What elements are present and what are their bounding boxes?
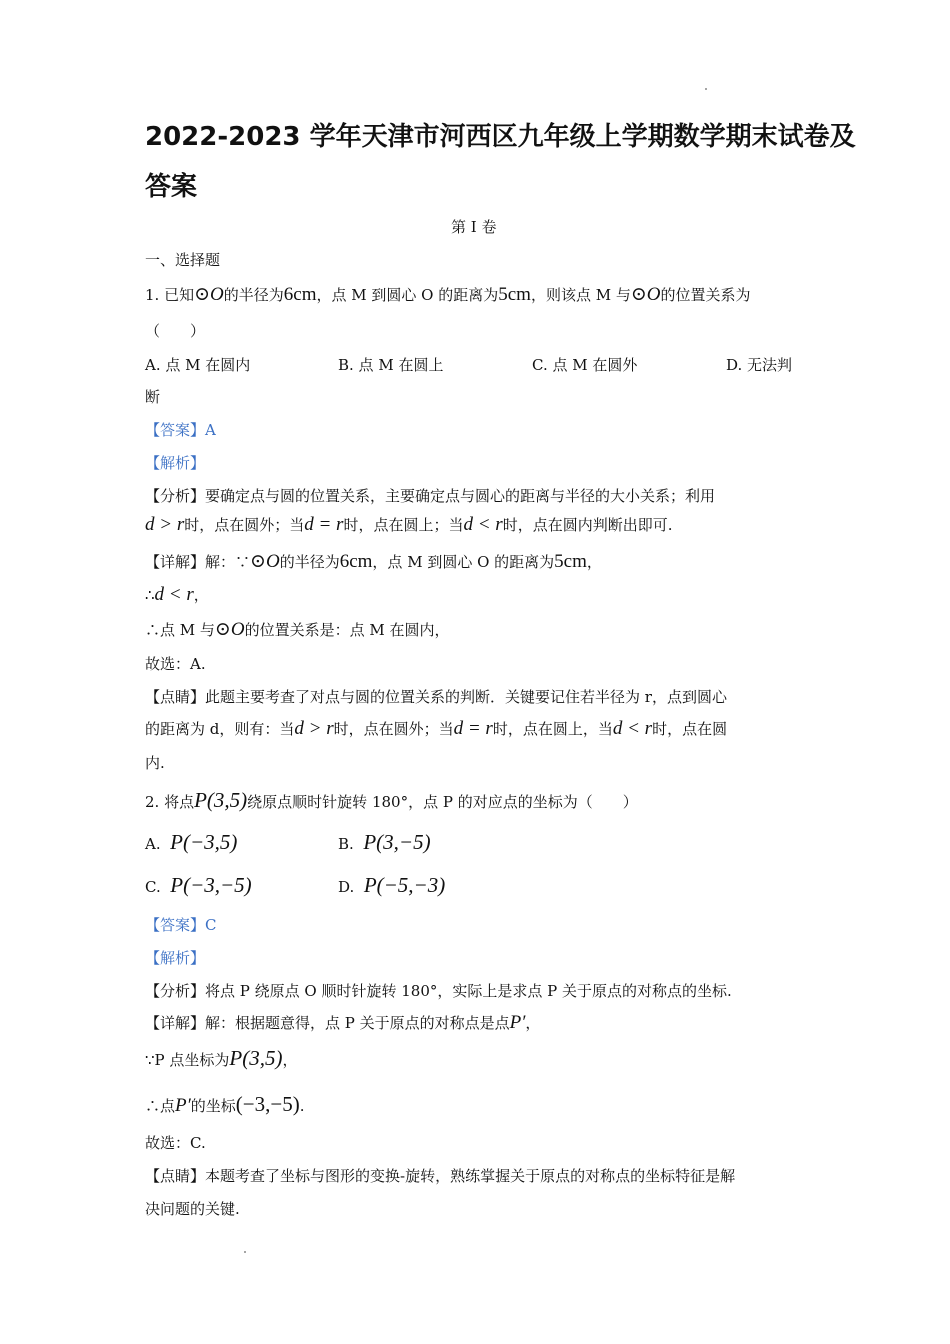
document-title-line-2: 答案: [145, 172, 198, 202]
q1-comment-a: 此题主要考查了对点与圆的位置关系的判断．关键要记住若半径为 r，点到圆心: [205, 688, 727, 706]
q1-d-lt-r: d < r: [463, 514, 503, 535]
q1-comment-b2: 时，点在圆外；当: [333, 720, 454, 738]
q1-comment-d-eq-r: d = r: [453, 718, 493, 739]
q2-therefore-end: .: [299, 1097, 305, 1115]
q2-option-a: [145, 830, 237, 855]
q2-detail: [145, 1012, 540, 1034]
q1-detail: [145, 550, 602, 573]
q1-comment-b4: 时，点在圆: [652, 720, 728, 738]
q1-option-b: B. 点 M 在圆上: [338, 356, 444, 374]
q2-value-d: P(−5,−3): [363, 873, 446, 897]
document-title-line-1: 2022-2023 学年天津市河西区九年级上学期数学期末试卷及: [145, 122, 856, 152]
q1-therefore-2-a: ∴点 M 与: [145, 621, 215, 639]
q2-label-d: D.: [338, 878, 355, 896]
q2-comment: [145, 1165, 735, 1186]
q1-stem-e: 的位置关系为: [660, 286, 751, 304]
q1-answer: 【答案】A: [145, 421, 216, 439]
q1-option-d: D. 无法判: [726, 356, 793, 374]
q1-fenxi-cont: [145, 514, 672, 536]
q2-stem-a: 2. 将点: [145, 793, 195, 811]
q1-fenxi-tag: 【分析】: [145, 487, 206, 505]
q2-analysis-tag: 【解析】: [145, 949, 206, 967]
q2-therefore-a: ∴点: [145, 1097, 176, 1115]
q1-therefore-2-circle: ⊙O: [214, 619, 245, 640]
q1-fenxi: [145, 485, 715, 506]
q1-analysis-tag: 【解析】: [145, 454, 206, 472]
page-speck-bottom: [244, 1251, 246, 1253]
q1-comment-cont: [145, 718, 727, 740]
q2-label-c: C.: [145, 878, 161, 896]
q1-detail-radius: 6cm: [339, 551, 373, 572]
q1-therefore-1-math: d < r: [154, 584, 194, 605]
q1-stem-a: 1. 已知: [145, 286, 195, 304]
q1-detail-a: 解：∵: [205, 553, 251, 571]
q1-circle-o-2: ⊙O: [630, 284, 661, 305]
q1-therefore-1: [145, 584, 209, 606]
q1-stem: [145, 283, 751, 306]
q1-fenxi-t1: 时，点在圆外；当: [184, 516, 305, 534]
q2-therefore-math: (−3,−5): [235, 1092, 300, 1116]
q1-comment-tag: 【点睛】: [145, 688, 206, 706]
section-heading: 一、选择题: [145, 251, 221, 269]
q1-stem-c: ，点 M 到圆心 O 的距离为: [316, 286, 499, 304]
q1-therefore-1-sym: ∴: [145, 586, 155, 604]
q1-comment-b3: 时，点在圆上，当: [492, 720, 613, 738]
q1-d-gt-r: d > r: [145, 514, 185, 535]
q2-comment-tag: 【点睛】: [145, 1167, 206, 1185]
q1-comment-b1: 的距离为 d，则有：当: [145, 720, 295, 738]
q2-fenxi-tag: 【分析】: [145, 982, 206, 1000]
q1-detail-distance: 5cm: [554, 551, 587, 572]
q1-stem-b: 的半径为: [223, 286, 284, 304]
q1-therefore-2-b: 的位置关系是：点 M 在圆内，: [244, 621, 450, 639]
q2-option-b: [338, 830, 431, 855]
q2-value-c: P(−3,−5): [170, 873, 252, 897]
q1-fenxi-t2: 时，点在圆上；当: [343, 516, 464, 534]
q2-detail-end: ，: [525, 1014, 541, 1032]
q1-therefore-2: [145, 618, 449, 641]
q2-because-end: ，: [282, 1051, 298, 1069]
q1-comment-d-lt-r: d < r: [612, 718, 653, 739]
volume-heading: 第 I 卷: [451, 218, 497, 236]
q2-point: P(3,5): [194, 788, 248, 812]
q2-value-a: P(−3,5): [170, 830, 238, 854]
q1-comment-d-gt-r: d > r: [294, 718, 334, 739]
q2-p-prime: P′: [509, 1012, 526, 1033]
q1-choose: 故选：A.: [145, 655, 206, 673]
q1-comment-end: 内.: [145, 754, 165, 772]
q2-option-d: [338, 873, 445, 898]
q1-paren: （ ）: [145, 322, 206, 340]
q1-detail-tag: 【详解】: [145, 553, 206, 571]
q2-therefore: [145, 1092, 305, 1117]
q1-radius: 6cm: [283, 284, 317, 305]
q2-stem: [145, 788, 638, 813]
q2-answer: 【答案】C: [145, 916, 217, 934]
q2-because-a: ∵P 点坐标为: [145, 1051, 230, 1069]
q1-detail-circle: ⊙O: [250, 551, 280, 572]
q1-d-eq-r: d = r: [304, 514, 344, 535]
q1-detail-b: 的半径为: [279, 553, 340, 571]
q2-option-c: [145, 873, 252, 898]
q1-fenxi-text: 要确定点与圆的位置关系，主要确定点与圆心的距离与半径的大小关系；利用: [205, 487, 716, 505]
q2-comment-a: 本题考查了坐标与图形的变换-旋转，熟练掌握关于原点的对称点的坐标特征是解: [205, 1167, 736, 1185]
q2-value-b: P(3,−5): [363, 830, 431, 854]
page-speck: [705, 88, 707, 90]
q2-therefore-b: 的坐标: [190, 1097, 236, 1115]
q2-therefore-p-prime: P′: [175, 1095, 191, 1116]
q1-option-d-cont: 断: [145, 388, 161, 406]
q1-option-c: C. 点 M 在圆外: [532, 356, 638, 374]
q2-label-b: B.: [338, 835, 354, 853]
q2-fenxi: [145, 980, 732, 1001]
q2-because: [145, 1046, 298, 1071]
q2-because-math: P(3,5): [229, 1046, 283, 1070]
q1-option-a: A. 点 M 在圆内: [145, 356, 251, 374]
q2-comment-end: 决问题的关键.: [145, 1200, 240, 1218]
q1-stem-d: ，则该点 M 与: [530, 286, 631, 304]
q2-choose: 故选：C.: [145, 1134, 206, 1152]
q2-detail-a: 解：根据题意得，点 P 关于原点的对称点是点: [205, 1014, 510, 1032]
q1-detail-c: ，点 M 到圆心 O 的距离为: [372, 553, 555, 571]
q2-stem-b: 绕原点顺时针旋转 180°，点 P 的对应点的坐标为（ ）: [247, 793, 638, 811]
q1-comment: [145, 686, 727, 707]
q1-fenxi-t3: 时，点在圆内判断出即可.: [502, 516, 673, 534]
q1-circle-o: ⊙O: [194, 284, 224, 305]
q2-label-a: A.: [145, 835, 161, 853]
q1-therefore-1-end: ，: [193, 586, 209, 604]
q1-detail-d: ，: [586, 553, 602, 571]
q1-distance: 5cm: [498, 284, 531, 305]
q2-fenxi-text: 将点 P 绕原点 O 顺时针旋转 180°，实际上是求点 P 关于原点的对称点的坐标.: [205, 982, 732, 1000]
q2-detail-tag: 【详解】: [145, 1014, 206, 1032]
